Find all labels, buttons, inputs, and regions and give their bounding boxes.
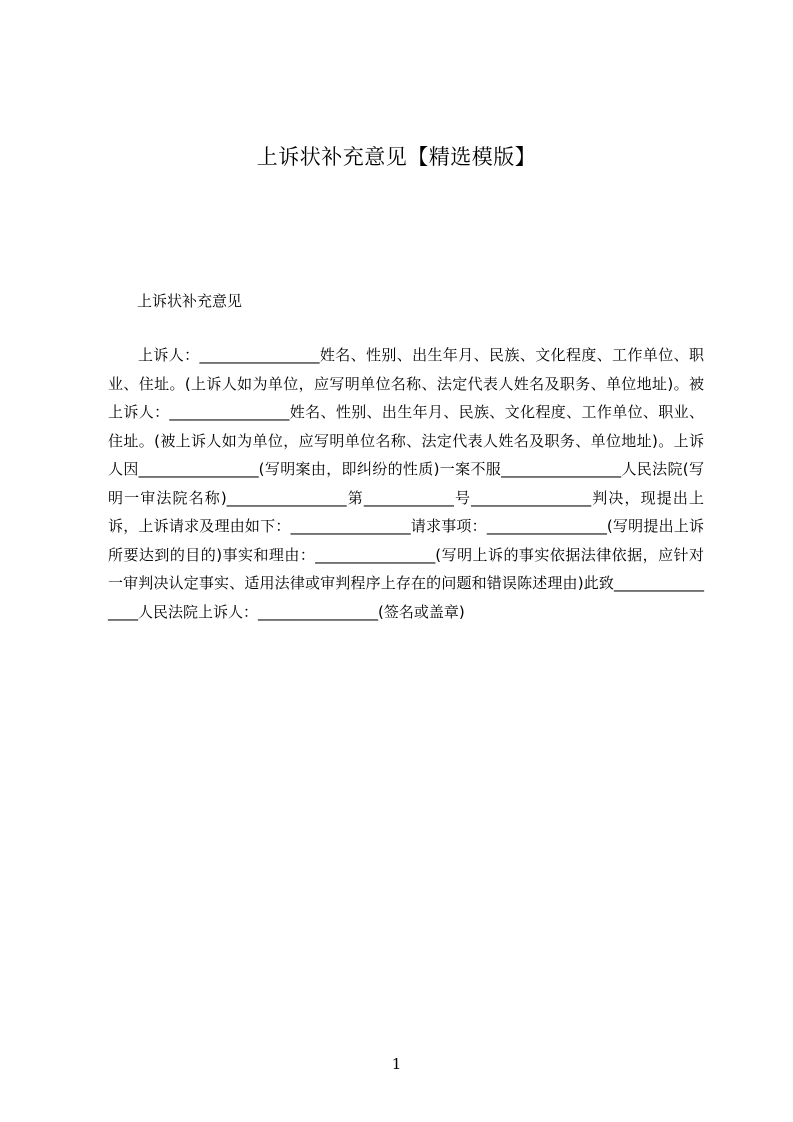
page-number: 1 — [391, 1055, 402, 1073]
document-subtitle: 上诉状补充意见 — [137, 292, 243, 310]
document-body: 上诉人：________________姓名、性别、出生年月、民族、文化程度、工作单位、职业、住址。(上诉人如为单位，应写明单位名称、法定代表人姓名及职务、单位地址)。被上诉人：________________姓名、性别、出生年月、民族、文化程度、工作单位、职业、住址。(被上诉人如为单位，应写明单位名称、法定代表人姓名及职务、单位地址)。上诉人因________________(写明案由，即纠纷的性质)一案不服________________人民法院(写明一审法院名称)________________第____________号________________判决，现提出上诉，上诉请求及理由如下：________________请求事项：________________(写明提出上诉所要达到的目的)事实和理由：________________(写明上诉的事实依据法律依据，应针对一审判决认定事实、适用法律或审判程序上存在的问题和错误陈述理由)此致________________人民法院上诉人：________________(签名或盖章) — [108, 346, 704, 621]
page-title: 上诉状补充意见【精选模版】 — [256, 145, 537, 169]
